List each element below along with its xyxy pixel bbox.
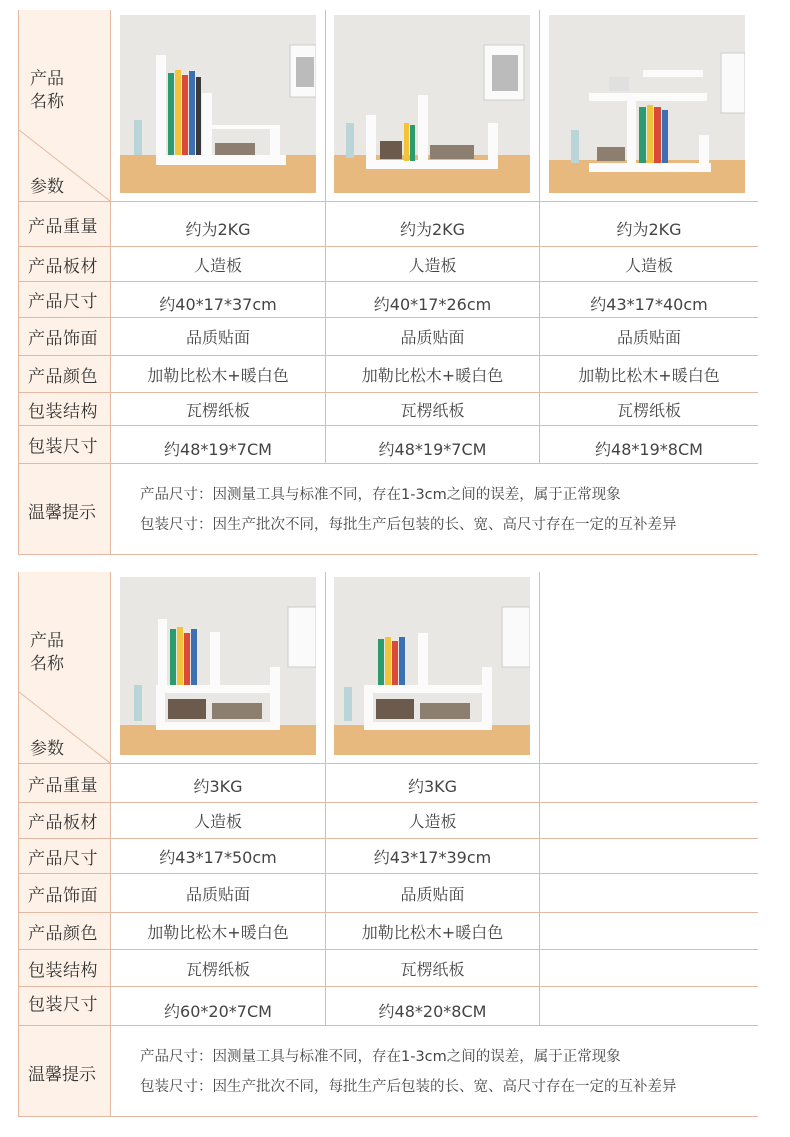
corner-name-label: 产品 名称 (30, 69, 64, 112)
cell-material: 人造板 (408, 255, 457, 275)
cell-material: 人造板 (624, 255, 673, 275)
cell-finish: 品质贴面 (400, 884, 465, 904)
cell-finish: 品质贴面 (400, 328, 465, 347)
cell-package-size: 约48*20*8CM (378, 1001, 487, 1021)
cell-color: 加勒比松木+暖白色 (147, 365, 289, 385)
row-label-tips: 温馨提示 (28, 1065, 96, 1085)
cell-size: 约40*17*26cm (373, 295, 492, 314)
cell-material: 人造板 (193, 812, 242, 831)
cell-package: 瓦楞纸板 (400, 400, 465, 420)
cell-size: 约40*17*37cm (159, 295, 277, 314)
cell-package: 瓦楞纸板 (616, 400, 681, 420)
cell-weight: 约为2KG (616, 219, 682, 239)
cell-material: 人造板 (193, 255, 242, 275)
product-image (120, 577, 316, 755)
product-image (549, 15, 745, 193)
row-label-tips: 温馨提示 (28, 503, 96, 523)
row-label-size: 产品尺寸 (28, 848, 98, 869)
row-label-package: 包装结构 (28, 401, 98, 422)
row-label-package-size: 包装尺寸 (28, 437, 98, 457)
product-image (334, 15, 530, 193)
corner-name-label: 产品 名称 (30, 631, 64, 674)
row-label-weight: 产品重量 (28, 775, 98, 796)
corner-param-label: 参数 (30, 177, 64, 197)
cell-finish: 品质贴面 (185, 328, 250, 347)
cell-color: 加勒比松木+暖白色 (147, 922, 289, 942)
cell-material: 人造板 (408, 812, 457, 831)
cell-package-size: 约60*20*7CM (164, 1001, 272, 1021)
cell-size: 约43*17*40cm (590, 295, 708, 314)
tip-package-note: 包装尺寸：因生产批次不同，每批生产后包装的长、宽、高尺寸存在一定的互补差异 (140, 1079, 677, 1095)
spec-table-1 (18, 10, 758, 555)
corner-param-label: 参数 (30, 739, 64, 759)
cell-package: 瓦楞纸板 (185, 400, 250, 420)
spec-table-2 (18, 572, 758, 1117)
cell-weight: 约3KG (407, 776, 458, 796)
cell-color: 加勒比松木+暖白色 (578, 365, 720, 385)
tip-package-note: 包装尺寸：因生产批次不同，每批生产后包装的长、宽、高尺寸存在一定的互补差异 (140, 517, 677, 533)
cell-weight: 约3KG (193, 776, 243, 796)
row-label-color: 产品颜色 (28, 923, 98, 944)
cell-color: 加勒比松木+暖白色 (361, 365, 504, 385)
cell-weight: 约为2KG (399, 219, 466, 239)
product-image (334, 577, 530, 755)
cell-finish: 品质贴面 (616, 328, 681, 347)
cell-package: 瓦楞纸板 (185, 959, 250, 979)
row-label-finish: 产品饰面 (28, 329, 98, 349)
cell-finish: 品质贴面 (185, 884, 250, 904)
cell-package-size: 约48*19*8CM (595, 440, 703, 459)
row-label-material: 产品板材 (28, 813, 98, 833)
cell-color: 加勒比松木+暖白色 (361, 922, 504, 942)
row-label-weight: 产品重量 (28, 216, 98, 237)
row-label-package: 包装结构 (28, 960, 98, 981)
row-label-size: 产品尺寸 (28, 292, 98, 312)
tip-size-note: 产品尺寸：因测量工具与标准不同，存在1-3cm之间的误差，属于正常现象 (140, 1049, 621, 1065)
row-label-finish: 产品饰面 (28, 885, 98, 906)
cell-weight: 约为2KG (185, 219, 251, 239)
tip-size-note: 产品尺寸：因测量工具与标准不同，存在1-3cm之间的误差，属于正常现象 (140, 487, 621, 503)
cell-package: 瓦楞纸板 (400, 959, 465, 979)
cell-size: 约43*17*39cm (373, 847, 492, 867)
row-label-package-size: 包装尺寸 (28, 994, 98, 1015)
product-image (120, 15, 316, 193)
cell-package-size: 约48*19*7CM (378, 440, 487, 459)
row-label-color: 产品颜色 (28, 366, 98, 387)
cell-size: 约43*17*50cm (159, 847, 277, 867)
cell-package-size: 约48*19*7CM (164, 440, 272, 459)
row-label-material: 产品板材 (28, 256, 98, 277)
